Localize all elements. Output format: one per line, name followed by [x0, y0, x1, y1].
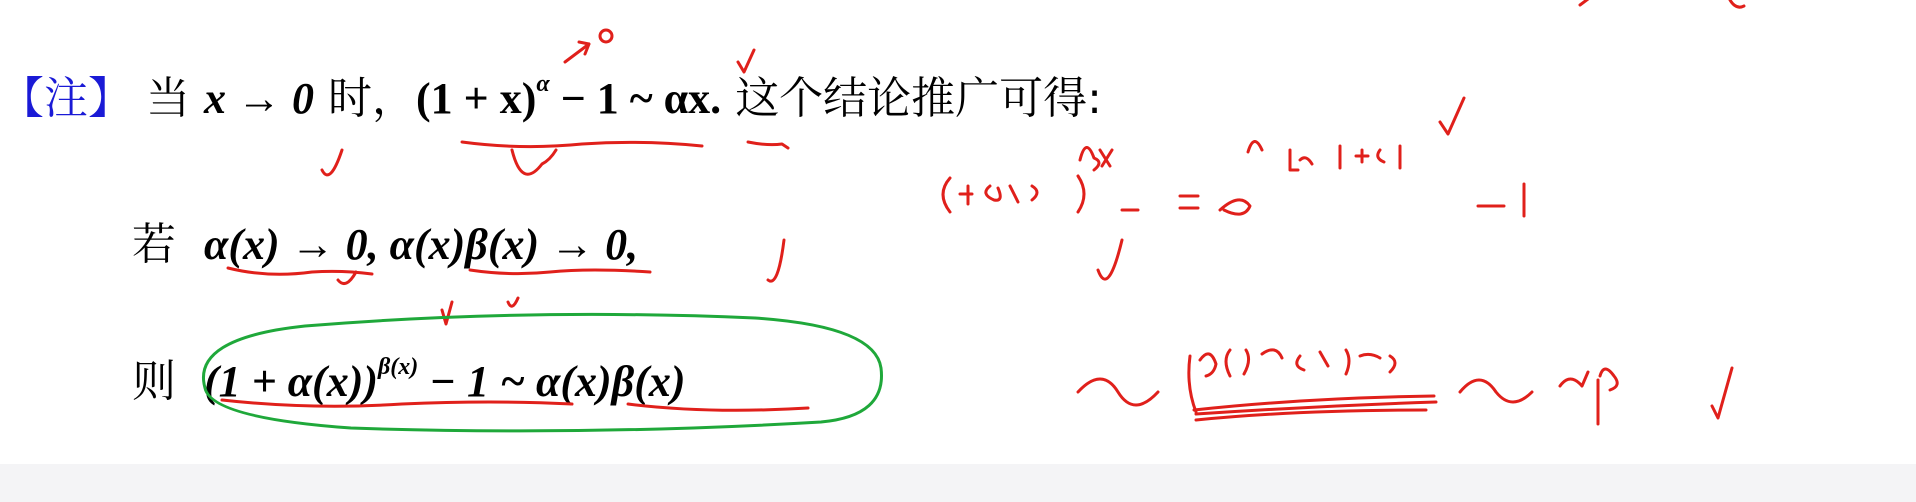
note-bracket-close: 】	[88, 73, 132, 124]
ink-box	[1189, 356, 1436, 414]
ink-circle-o	[600, 30, 612, 42]
ink-note-minus1	[1478, 184, 1524, 216]
ink-underline-formula	[462, 142, 702, 147]
result-label: 则	[132, 356, 176, 407]
note-conclusion: 这个结论推广可得:	[735, 73, 1103, 124]
ink-check-3	[1098, 240, 1122, 279]
ink-tilde-2	[1460, 380, 1532, 402]
ink-note-body	[960, 186, 1037, 204]
note-bracket-open: 【	[0, 73, 44, 124]
note-line	[0, 62, 1102, 126]
ink-note-paren	[943, 176, 1084, 212]
note-limit: x → 0	[204, 74, 314, 123]
result-line	[132, 345, 686, 409]
note-formula-exp: α	[536, 71, 550, 97]
ink-note-e	[1220, 200, 1250, 214]
ink-tilde-1	[1078, 379, 1158, 405]
condition-label: 若	[132, 219, 176, 270]
note-tag: 注	[44, 73, 88, 124]
ink-note-check	[1440, 98, 1464, 134]
ink-check-cond-end	[768, 240, 784, 281]
note-when: 当	[146, 73, 190, 124]
ink-note-beta	[1080, 147, 1112, 170]
ink-underline-ax	[748, 142, 788, 148]
ink-box-lines	[1194, 396, 1434, 420]
result-expr-exp: β(x)	[378, 354, 419, 380]
note-formula-right: − 1 ~ αx.	[549, 74, 722, 123]
ink-check-5	[442, 298, 518, 324]
ink-check-final	[1712, 368, 1732, 418]
note-formula-left: (1 + x)	[416, 74, 537, 123]
ink-check-2	[512, 150, 556, 174]
ink-alpha-beta	[1560, 369, 1617, 424]
ink-arrow-x	[565, 42, 589, 62]
ink-note-eq	[1180, 196, 1198, 208]
ink-note-exp	[1248, 141, 1400, 170]
condition-expr: α(x) → 0, α(x)β(x) → 0,	[203, 220, 639, 269]
condition-line	[132, 208, 638, 272]
result-expr-left: (1 + α(x))	[203, 357, 379, 406]
ink-mark-topright	[1580, 0, 1744, 7]
result-expr-right: − 1 ~ α(x)β(x)	[418, 357, 686, 406]
ink-bottom-note	[1200, 350, 1395, 376]
note-time: 时，	[328, 73, 416, 124]
bottom-band	[0, 464, 1916, 502]
ink-check-4	[338, 272, 356, 284]
ink-check-1	[322, 150, 342, 175]
